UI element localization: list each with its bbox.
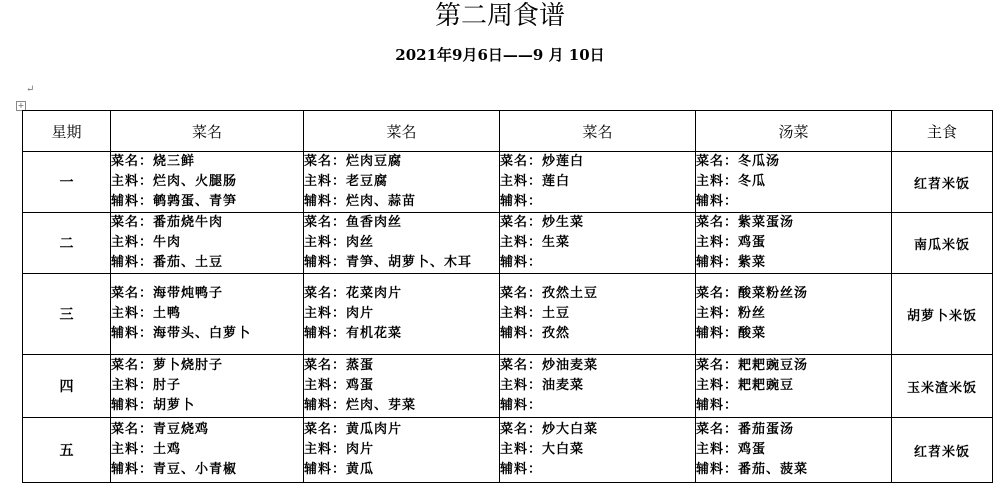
dish-name-line: 菜名：耙耙豌豆汤	[696, 358, 809, 373]
soup-cell	[696, 355, 892, 418]
main-ingredient-line: 主料：肉片	[304, 442, 375, 457]
dish-cell	[500, 274, 696, 355]
weekday-cell: 五	[23, 418, 111, 483]
side-ingredient-line: 辅料：鹌鹑蛋、青笋	[111, 194, 238, 209]
main-ingredient-line: 主料：耙耙豌豆	[696, 378, 795, 393]
dish-name-line: 菜名：青豆烧鸡	[111, 422, 210, 437]
main-ingredient-line: 主料：油麦菜	[500, 378, 585, 393]
side-ingredient-line: 辅料：紫菜	[696, 255, 767, 270]
table-row	[23, 213, 993, 274]
table-row	[23, 418, 993, 483]
header-weekday: 星期	[23, 111, 111, 152]
dish-cell	[500, 355, 696, 418]
main-ingredient-line: 主料：肉丝	[304, 235, 375, 250]
main-ingredient-line: 主料：生菜	[500, 235, 571, 250]
dish-name-line: 菜名：黄瓜肉片	[304, 422, 403, 437]
dish-cell	[111, 213, 304, 274]
header-dish-3: 菜名	[500, 111, 696, 152]
table-row	[23, 355, 993, 418]
side-ingredient-line: 辅料：有机花菜	[304, 326, 403, 341]
table-row	[23, 274, 993, 355]
main-ingredient-line: 主料：大白菜	[500, 442, 585, 457]
side-ingredient-line: 辅料：酸菜	[696, 326, 767, 341]
main-ingredient-line: 主料：冬瓜	[696, 174, 767, 189]
paragraph-mark-icon: ↵	[26, 84, 35, 95]
dish-name-line: 菜名：炒生菜	[500, 215, 585, 230]
staple-cell: 南瓜米饭	[892, 213, 993, 274]
main-ingredient-line: 主料：粉丝	[696, 306, 767, 321]
dish-name-line: 菜名：鱼香肉丝	[304, 215, 403, 230]
side-ingredient-line: 辅料：	[500, 462, 543, 477]
weekday-cell: 二	[23, 213, 111, 274]
dish-name-line: 菜名：炒油麦菜	[500, 358, 599, 373]
side-ingredient-line: 辅料：胡萝卜	[111, 398, 196, 413]
dish-name-line: 菜名：萝卜烧肘子	[111, 358, 224, 373]
soup-cell	[696, 418, 892, 483]
side-ingredient-line: 辅料：	[696, 194, 739, 209]
dish-name-line: 菜名：海带炖鸭子	[111, 286, 224, 301]
header-dish-2: 菜名	[304, 111, 500, 152]
dish-name-line: 菜名：番茄烧牛肉	[111, 215, 224, 230]
dish-name-line: 菜名：蒸蛋	[304, 358, 375, 373]
side-ingredient-line: 辅料：海带头、白萝卜	[111, 326, 252, 341]
main-ingredient-line: 主料：肘子	[111, 378, 182, 393]
dish-name-line: 菜名：炒莲白	[500, 154, 585, 169]
weekday-cell: 四	[23, 355, 111, 418]
menu-table	[22, 110, 993, 483]
main-ingredient-line: 主料：土鸭	[111, 306, 182, 321]
main-ingredient-line: 主料：老豆腐	[304, 174, 389, 189]
header-soup: 汤菜	[696, 111, 892, 152]
main-ingredient-line: 主料：烂肉、火腿肠	[111, 174, 238, 189]
dish-cell	[304, 274, 500, 355]
dish-cell	[304, 152, 500, 213]
soup-cell	[696, 213, 892, 274]
main-ingredient-line: 主料：土豆	[500, 306, 571, 321]
dish-cell	[111, 152, 304, 213]
side-ingredient-line: 辅料：	[500, 255, 543, 270]
weekday-cell: 三	[23, 274, 111, 355]
main-ingredient-line: 主料：莲白	[500, 174, 571, 189]
staple-cell: 玉米渣米饭	[892, 355, 993, 418]
side-ingredient-line: 辅料：烂肉、芽菜	[304, 398, 417, 413]
dish-name-line: 菜名：烂肉豆腐	[304, 154, 403, 169]
side-ingredient-line: 辅料：	[500, 398, 543, 413]
side-ingredient-line: 辅料：青笋、胡萝卜、木耳	[304, 255, 473, 270]
header-staple: 主食	[892, 111, 993, 152]
dish-cell	[500, 213, 696, 274]
dish-name-line: 菜名：冬瓜汤	[696, 154, 781, 169]
side-ingredient-line: 辅料：青豆、小青椒	[111, 462, 238, 477]
dish-cell	[500, 152, 696, 213]
dish-name-line: 菜名：紫菜蛋汤	[696, 215, 795, 230]
dish-cell	[111, 274, 304, 355]
side-ingredient-line: 辅料：黄瓜	[304, 462, 375, 477]
date-range: 2021年9月6日——9 月 10日	[395, 46, 605, 64]
staple-cell: 红苕米饭	[892, 418, 993, 483]
side-ingredient-line: 辅料：番茄、土豆	[111, 255, 224, 270]
dish-cell	[111, 355, 304, 418]
dish-cell	[111, 418, 304, 483]
side-ingredient-line: 辅料：番茄、菠菜	[696, 462, 809, 477]
dish-name-line: 菜名：孜然土豆	[500, 286, 599, 301]
soup-cell	[696, 274, 892, 355]
dish-name-line: 菜名：花菜肉片	[304, 286, 403, 301]
header-row	[23, 111, 993, 152]
side-ingredient-line: 辅料：烂肉、蒜苗	[304, 194, 417, 209]
main-ingredient-line: 主料：鸡蛋	[696, 442, 767, 457]
dish-cell	[304, 355, 500, 418]
main-ingredient-line: 主料：牛肉	[111, 235, 182, 250]
dish-name-line: 菜名：烧三鲜	[111, 154, 196, 169]
main-ingredient-line: 主料：肉片	[304, 306, 375, 321]
side-ingredient-line: 辅料：孜然	[500, 326, 571, 341]
side-ingredient-line: 辅料：	[696, 398, 739, 413]
table-row	[23, 152, 993, 213]
dish-cell	[304, 213, 500, 274]
main-ingredient-line: 主料：土鸡	[111, 442, 182, 457]
dish-cell	[304, 418, 500, 483]
dish-name-line: 菜名：炒大白菜	[500, 422, 599, 437]
main-ingredient-line: 主料：鸡蛋	[304, 378, 375, 393]
side-ingredient-line: 辅料：	[500, 194, 543, 209]
staple-cell: 胡萝卜米饭	[892, 274, 993, 355]
dish-name-line: 菜名：酸菜粉丝汤	[696, 286, 809, 301]
dish-cell	[500, 418, 696, 483]
main-ingredient-line: 主料：鸡蛋	[696, 235, 767, 250]
table-move-handle-icon[interactable]: +	[17, 101, 25, 110]
header-dish-1: 菜名	[111, 111, 304, 152]
page-title: 第二周食谱	[434, 1, 565, 31]
staple-cell: 红苕米饭	[892, 152, 993, 213]
dish-name-line: 菜名：番茄蛋汤	[696, 422, 795, 437]
soup-cell	[696, 152, 892, 213]
weekday-cell: 一	[23, 152, 111, 213]
